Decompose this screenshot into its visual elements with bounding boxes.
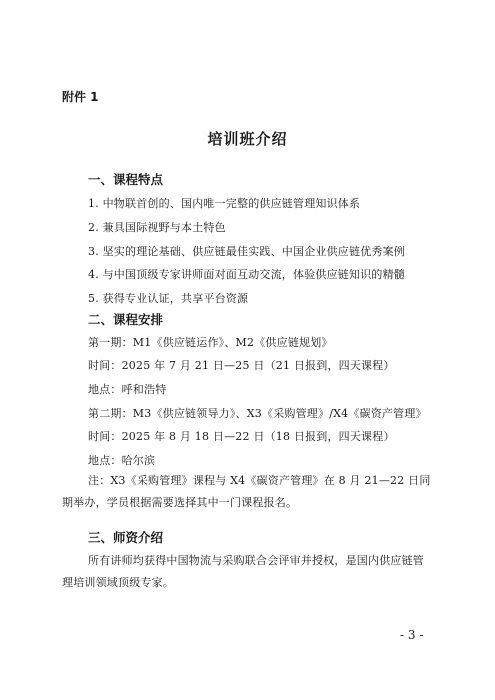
faculty-text: 所有讲师均获得中国物流与采购联合会评审并授权，是国内供应链管理培训领域顶级专家。 <box>62 554 424 589</box>
phase1-title: 第一期：M1《供应链运作》、M2《供应链规划》 <box>88 336 333 349</box>
section-heading-faculty: 三、师资介绍 <box>88 530 164 545</box>
phase1-place: 地点：呼和浩特 <box>88 383 167 396</box>
phase2-title: 第二期：M3《供应链领导力》、X3《采购管理》/X4《碳资产管理》 <box>88 407 427 420</box>
phase1-time: 时间：2025 年 7 月 21 日—25 日（21 日报到，四天课程） <box>88 359 395 372</box>
attachment-label: 附件 1 <box>62 90 99 104</box>
phase2-time: 时间：2025 年 8 月 18 日—22 日（18 日报到，四天课程） <box>88 430 395 443</box>
page-title: 培训班介绍 <box>207 130 288 148</box>
page-number: - 3 - <box>400 628 424 642</box>
feature-item-4: 4. 与中国顶级专家讲师面对面互动交流，体验供应链知识的精髓 <box>88 268 405 281</box>
feature-item-3: 3. 坚实的理论基础、供应链最佳实践、中国企业供应链优秀案例 <box>88 245 405 258</box>
schedule-note: 注：X3《采购管理》课程与 X4《碳资产管理》在 8 月 21—22 日同期举办，学员根据需要选择其中一门课程报名。 <box>62 474 431 509</box>
feature-item-1: 1. 中物联首创的、国内唯一完整的供应链管理知识体系 <box>88 197 361 210</box>
feature-item-5: 5. 获得专业认证，共享平台资源 <box>88 292 249 305</box>
section-heading-features: 一、课程特点 <box>88 172 164 187</box>
phase2-place: 地点：哈尔滨 <box>88 454 156 467</box>
section-heading-schedule: 二、课程安排 <box>88 312 164 327</box>
feature-item-2: 2. 兼具国际视野与本土特色 <box>88 221 226 234</box>
